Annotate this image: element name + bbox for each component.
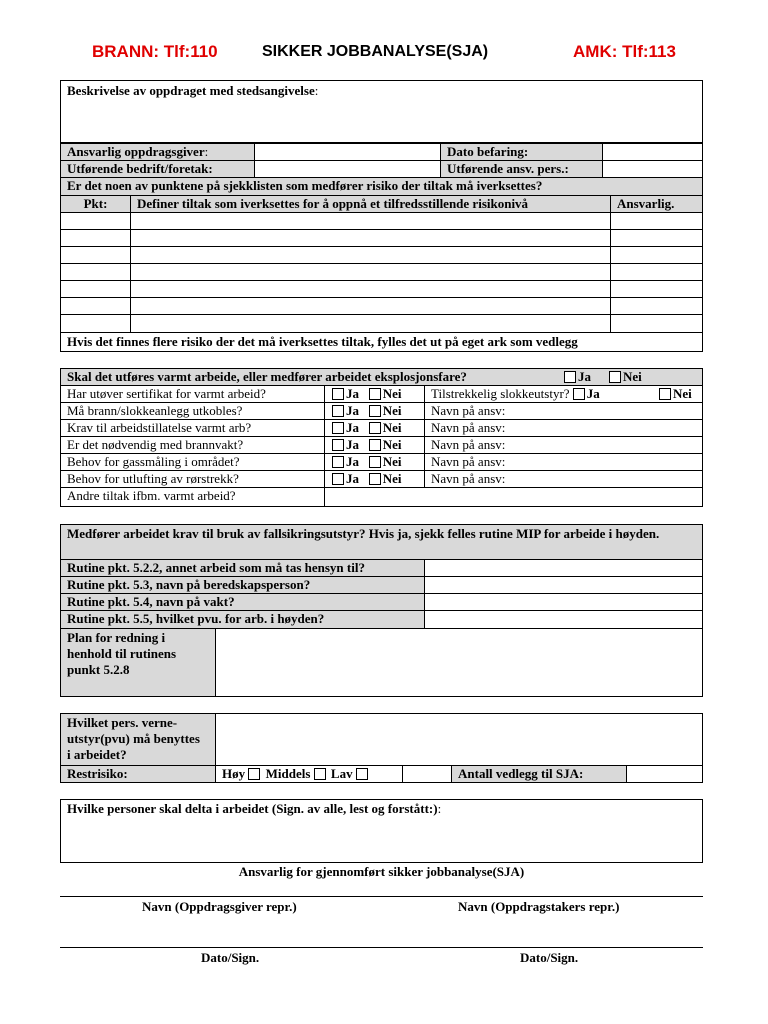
ansvarlig-field[interactable]: [254, 143, 441, 161]
restrisiko-options: Høy Middels Lav: [215, 765, 403, 783]
varmt-row-label: Behov for gassmåling i området?: [60, 453, 325, 471]
rutine-label: Rutine pkt. 5.4, navn på vakt?: [60, 593, 425, 611]
risk-pkt-3[interactable]: [60, 246, 131, 264]
checkbox-icon[interactable]: [332, 473, 344, 485]
rutine-field[interactable]: [424, 593, 703, 611]
ansvarlig-label: Ansvarlig oppdragsgiver:: [60, 143, 255, 161]
utforende-field[interactable]: [254, 160, 441, 178]
checkbox-icon[interactable]: [369, 388, 381, 400]
varmt-row-janei[interactable]: Ja Nei: [324, 419, 425, 437]
risk-tiltak-6[interactable]: [130, 297, 611, 315]
varmt-row-janei[interactable]: Ja Nei: [324, 436, 425, 454]
navn-oppdragstaker: Navn (Oppdragstakers repr.): [458, 899, 620, 914]
fallsikring-header: Medfører arbeidet krav til bruk av fallsikringsutstyr? Hvis ja, sjekk felles rutine MIP for arbeide i høyden.: [60, 524, 703, 560]
description-box[interactable]: [60, 80, 703, 143]
risk-pkt-5[interactable]: [60, 280, 131, 298]
checkbox-icon[interactable]: [332, 388, 344, 400]
risk-ansvarlig-5[interactable]: [610, 280, 703, 298]
plan-redning-label: Plan for redning i henhold til rutinens punkt 5.2.8: [60, 628, 216, 697]
navn-oppdragsgiver: Navn (Oppdragsgiver repr.): [142, 899, 297, 914]
col-pkt: Pkt:: [60, 195, 131, 213]
antall-vedlegg-field[interactable]: [626, 765, 703, 783]
checkbox-icon[interactable]: [356, 768, 368, 780]
varmt-row-right[interactable]: Navn på ansv:: [424, 470, 703, 488]
checkbox-icon[interactable]: [369, 405, 381, 417]
risk-tiltak-4[interactable]: [130, 263, 611, 281]
utforende-ansv-field[interactable]: [602, 160, 703, 178]
checkbox-icon[interactable]: [314, 768, 326, 780]
varmt-row-janei[interactable]: Ja Nei: [324, 385, 425, 403]
risk-pkt-4[interactable]: [60, 263, 131, 281]
checkbox-icon[interactable]: [573, 388, 585, 400]
risk-tiltak-7[interactable]: [130, 314, 611, 333]
checklist-question: Er det noen av punktene på sjekklisten som medfører risiko der tiltak må iverksettes?: [60, 177, 703, 196]
risk-ansvarlig-6[interactable]: [610, 297, 703, 315]
varmt-row-janei[interactable]: Ja Nei: [324, 402, 425, 420]
risk-pkt-6[interactable]: [60, 297, 131, 315]
risk-ansvarlig-1[interactable]: [610, 212, 703, 230]
signature-line-1: [60, 896, 703, 897]
utforende-ansv-label: Utførende ansv. pers.:: [440, 160, 603, 178]
amk-phone: AMK: Tlf:113: [573, 42, 676, 61]
plan-redning-field[interactable]: [215, 628, 703, 697]
restrisiko-label: Restrisiko:: [60, 765, 216, 783]
checkbox-icon[interactable]: [369, 456, 381, 468]
rutine-label: Rutine pkt. 5.3, navn på beredskapsperson?: [60, 576, 425, 594]
risk-tiltak-2[interactable]: [130, 229, 611, 247]
risk-ansvarlig-3[interactable]: [610, 246, 703, 264]
varmt-row-right[interactable]: Navn på ansv:: [424, 436, 703, 454]
andre-tiltak-label: Andre tiltak ifbm. varmt arbeid?: [60, 487, 325, 507]
varmt-row-label: Må brann/slokkeanlegg utkobles?: [60, 402, 325, 420]
ansvarlig-heading: Ansvarlig for gjennomført sikker jobbanalyse(SJA): [238, 864, 525, 879]
risk-tiltak-5[interactable]: [130, 280, 611, 298]
risk-ansvarlig-2[interactable]: [610, 229, 703, 247]
dato-befaring-label: Dato befaring:: [440, 143, 603, 161]
dato-sign-left: Dato/Sign.: [201, 950, 260, 965]
col-ansvarlig: Ansvarlig.: [610, 195, 703, 213]
varmt-row-label: Har utøver sertifikat for varmt arbeid?: [60, 385, 325, 403]
varmt-row-label: Behov for utlufting av rørstrekk?: [60, 470, 325, 488]
description-label: Beskrivelse av oppdraget med stedsangivelse:: [67, 83, 319, 98]
varmt-row-right[interactable]: Navn på ansv:: [424, 402, 703, 420]
personer-label: Hvilke personer skal delta i arbeidet (Sign. av alle, lest og forstått:):: [67, 801, 442, 816]
dato-befaring-field[interactable]: [602, 143, 703, 161]
varmt-row-right[interactable]: Navn på ansv:: [424, 453, 703, 471]
rutine-label: Rutine pkt. 5.2.2, annet arbeid som må tas hensyn til?: [60, 559, 425, 577]
risk-tiltak-3[interactable]: [130, 246, 611, 264]
varmt-ja[interactable]: Ja: [564, 369, 591, 385]
checkbox-icon[interactable]: [369, 439, 381, 451]
col-tiltak: Definer tiltak som iverksettes for å oppnå et tilfredsstillende risikonivå: [130, 195, 611, 213]
rutine-field[interactable]: [424, 576, 703, 594]
page-title: SIKKER JOBBANALYSE(SJA): [262, 43, 489, 60]
risk-footer-note: Hvis det finnes flere risiko der det må iverksettes tiltak, fylles det ut på eget ark som vedlegg: [60, 332, 703, 352]
checkbox-icon[interactable]: [609, 371, 621, 383]
checkbox-icon[interactable]: [332, 456, 344, 468]
checkbox-icon[interactable]: [369, 422, 381, 434]
pvu-field[interactable]: [215, 713, 703, 766]
varmt-row-right[interactable]: Navn på ansv:: [424, 419, 703, 437]
risk-pkt-1[interactable]: [60, 212, 131, 230]
risk-tiltak-1[interactable]: [130, 212, 611, 230]
checkbox-icon[interactable]: [564, 371, 576, 383]
varmt-nei[interactable]: Nei: [609, 369, 642, 385]
pvu-label: Hvilket pers. verne-utstyr(pvu) må benyttes i arbeidet?: [60, 713, 216, 766]
andre-tiltak-field[interactable]: [324, 487, 703, 507]
checkbox-icon[interactable]: [248, 768, 260, 780]
checkbox-icon[interactable]: [332, 405, 344, 417]
risk-pkt-7[interactable]: [60, 314, 131, 333]
checkbox-icon[interactable]: [659, 388, 671, 400]
signature-line-2: [60, 947, 703, 948]
restrisiko-spacer: [402, 765, 452, 783]
rutine-label: Rutine pkt. 5.5, hvilket pvu. for arb. i høyden?: [60, 610, 425, 629]
brann-phone: BRANN: Tlf:110: [92, 42, 218, 61]
varmt-arbeid-question: Skal det utføres varmt arbeide, eller medfører arbeidet eksplosjonsfare? Ja Nei: [60, 368, 703, 386]
personer-box[interactable]: [60, 799, 703, 863]
varmt-row-label: Er det nødvendig med brannvakt?: [60, 436, 325, 454]
dato-sign-right: Dato/Sign.: [520, 950, 579, 965]
varmt-row-label: Krav til arbeidstillatelse varmt arb?: [60, 419, 325, 437]
risk-ansvarlig-4[interactable]: [610, 263, 703, 281]
varmt-row-janei[interactable]: Ja Nei: [324, 470, 425, 488]
varmt-row-right: Tilstrekkelig slokkeutstyr? Ja Nei: [424, 385, 703, 403]
checkbox-icon[interactable]: [332, 439, 344, 451]
rutine-field[interactable]: [424, 559, 703, 577]
checkbox-icon[interactable]: [332, 422, 344, 434]
antall-vedlegg-label: Antall vedlegg til SJA:: [451, 765, 627, 783]
utforende-label: Utførende bedrift/foretak:: [60, 160, 255, 178]
varmt-row-janei[interactable]: Ja Nei: [324, 453, 425, 471]
checkbox-icon[interactable]: [369, 473, 381, 485]
risk-pkt-2[interactable]: [60, 229, 131, 247]
risk-ansvarlig-7[interactable]: [610, 314, 703, 333]
rutine-field[interactable]: [424, 610, 703, 629]
